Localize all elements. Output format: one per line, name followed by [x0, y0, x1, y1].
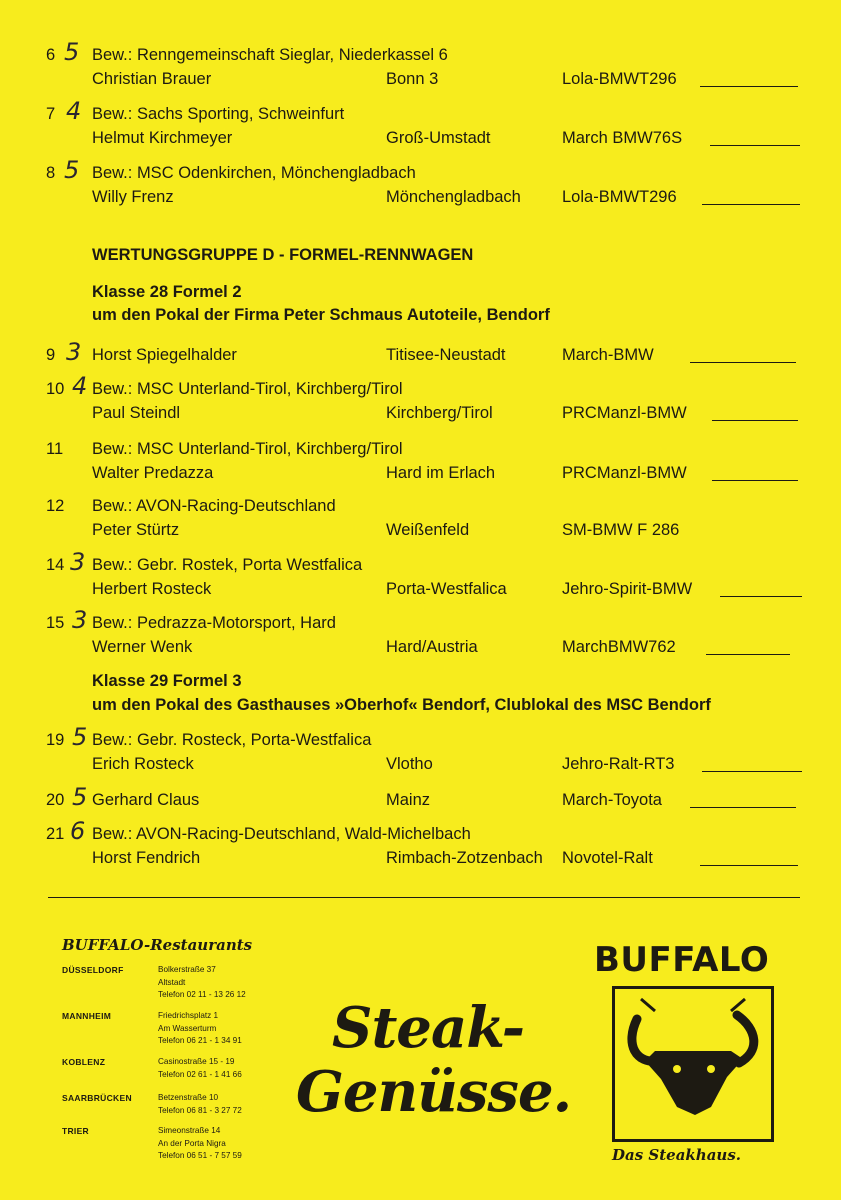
blank-line [700, 86, 798, 87]
driver-name: Horst Spiegelhalder [92, 346, 237, 364]
location-city: MANNHEIM [62, 1011, 112, 1021]
brand-name: BUFFALO [594, 940, 770, 980]
driver-name: Werner Wenk [92, 638, 193, 656]
driver-city: Hard/Austria [386, 638, 478, 656]
entry-14 [0, 548, 841, 610]
car-model: March BMW76S [562, 129, 683, 147]
car-model: PRCManzl-BMW [562, 404, 687, 422]
location-address: Friedrichsplatz 1 Am Wasserturm Telefon 06 21 - 1 34 91 [158, 1011, 242, 1045]
handwritten-mark: 4 [66, 97, 82, 125]
handwritten-mark: 3 [66, 338, 82, 366]
entrant-line: Bew.: Sachs Sporting, Schweinfurt [92, 105, 345, 123]
driver-name: Helmut Kirchmeyer [92, 129, 233, 147]
handwritten-mark: 6 [70, 817, 86, 845]
location-address: Bolkerstraße 37 Altstadt Telefon 02 11 - 13 26 12 [158, 965, 246, 999]
car-model: March-BMW [562, 346, 654, 364]
group-heading: WERTUNGSGRUPPE D - FORMEL-RENNWAGEN [92, 246, 474, 264]
entry-8 [0, 156, 841, 218]
driver-name: Erich Rosteck [92, 755, 194, 773]
handwritten-mark: 5 [64, 38, 80, 66]
entrant-line: Bew.: MSC Unterland-Tirol, Kirchberg/Tirol [92, 380, 403, 398]
driver-city: Porta-Westfalica [386, 580, 507, 598]
entry-number: 11 [46, 440, 64, 458]
blank-line [690, 807, 796, 808]
driver-name: Herbert Rosteck [92, 580, 212, 598]
car-model: Novotel-Ralt [562, 849, 653, 867]
buffalo-logo [612, 986, 774, 1142]
blank-line [712, 420, 798, 421]
entry-7 [0, 97, 841, 159]
driver-name: Peter Stürtz [92, 521, 180, 539]
entry-21 [0, 817, 841, 879]
location-address: Betzenstraße 10 Telefon 06 81 - 3 27 72 [158, 1093, 242, 1115]
blank-line [702, 771, 802, 772]
driver-city: Mönchengladbach [386, 188, 521, 206]
entrant-line: Bew.: Pedrazza-Motorsport, Hard [92, 614, 336, 632]
blank-line [706, 654, 790, 655]
location-city: SAARBRÜCKEN [62, 1093, 132, 1103]
car-model: Jehro-Ralt-RT3 [562, 755, 675, 773]
handwritten-mark: 4 [72, 372, 88, 400]
driver-name: Walter Predazza [92, 464, 214, 482]
blank-line [700, 865, 798, 866]
entry-number: 6 [46, 46, 56, 64]
entry-6 [0, 38, 841, 100]
car-model: Lola-BMWT296 [562, 188, 677, 206]
slogan: Das Steakhaus. [612, 1146, 742, 1164]
entry-number: 12 [46, 497, 65, 515]
driver-name: Paul Steindl [92, 404, 181, 422]
handwritten-mark: 3 [72, 606, 88, 634]
driver-city: Vlotho [386, 755, 433, 773]
entry-11 [0, 438, 841, 494]
entry-19 [0, 723, 841, 785]
class-28-subtitle: um den Pokal der Firma Peter Schmaus Autoteile, Bendorf [92, 306, 550, 324]
blank-line [690, 362, 796, 363]
entry-number: 10 [46, 380, 65, 398]
entrant-line: Bew.: Renngemeinschaft Sieglar, Niederkassel 6 [92, 46, 448, 64]
handwritten-mark: 5 [72, 783, 88, 811]
entry-10 [0, 372, 841, 434]
driver-name: Christian Brauer [92, 70, 212, 88]
driver-city: Hard im Erlach [386, 464, 496, 482]
entry-number: 14 [46, 556, 65, 574]
class-29-title: Klasse 29 Formel 3 [92, 672, 242, 690]
handwritten-mark: 5 [64, 156, 80, 184]
location-city: TRIER [62, 1126, 89, 1136]
entrant-line: Bew.: AVON-Racing-Deutschland, Wald-Michelbach [92, 825, 471, 843]
location-address: Simeonstraße 14 An der Porta Nigra Telefon 06 51 - 7 57 59 [158, 1126, 242, 1160]
blank-line [712, 480, 798, 481]
blank-line [720, 596, 802, 597]
driver-name: Gerhard Claus [92, 791, 200, 809]
entry-number: 9 [46, 346, 56, 364]
car-model: PRCManzl-BMW [562, 464, 687, 482]
entry-12 [0, 495, 841, 551]
driver-city: Groß-Umstadt [386, 129, 491, 147]
car-model: SM-BMW F 286 [562, 521, 680, 539]
driver-city: Kirchberg/Tirol [386, 404, 493, 422]
entrant-line: Bew.: AVON-Racing-Deutschland [92, 497, 336, 515]
entry-15 [0, 606, 841, 668]
driver-name: Willy Frenz [92, 188, 174, 206]
entrant-line: Bew.: Gebr. Rostek, Porta Westfalica [92, 556, 363, 574]
entrant-line: Bew.: MSC Odenkirchen, Mönchengladbach [92, 164, 416, 182]
car-model: Jehro-Spirit-BMW [562, 580, 693, 598]
entrant-line: Bew.: Gebr. Rosteck, Porta-Westfalica [92, 731, 372, 749]
class-29-subtitle: um den Pokal des Gasthauses »Oberhof« Bendorf, Clublokal des MSC Bendorf [92, 696, 711, 714]
handwritten-mark: 5 [72, 723, 88, 751]
entry-number: 15 [46, 614, 65, 632]
entry-number: 7 [46, 105, 56, 123]
blank-line [710, 145, 800, 146]
steak-headline-1: Steak- [332, 995, 524, 1061]
driver-city: Rimbach-Zotzenbach [386, 849, 543, 867]
entrant-line: Bew.: MSC Unterland-Tirol, Kirchberg/Tirol [92, 440, 403, 458]
entry-number: 20 [46, 791, 65, 809]
blank-line [702, 204, 800, 205]
steak-headline-2: Genüsse. [296, 1059, 572, 1125]
entry-number: 21 [46, 825, 65, 843]
entry-number: 19 [46, 731, 65, 749]
location-city: DÜSSELDORF [62, 965, 124, 975]
driver-city: Weißenfeld [386, 521, 470, 539]
location-address: Casinostraße 15 - 19 Telefon 02 61 - 1 41 66 [158, 1057, 242, 1079]
restaurants-title: BUFFALO-Restaurants [62, 936, 253, 954]
location-city: KOBLENZ [62, 1057, 106, 1067]
buffalo-head-icon [615, 989, 771, 1139]
car-model: MarchBMW762 [562, 638, 676, 656]
class-28-title: Klasse 28 Formel 2 [92, 283, 242, 301]
driver-city: Mainz [386, 791, 431, 809]
handwritten-mark: 3 [70, 548, 86, 576]
entry-number: 8 [46, 164, 56, 182]
driver-name: Horst Fendrich [92, 849, 201, 867]
driver-city: Titisee-Neustadt [386, 346, 506, 364]
section-divider [48, 897, 800, 898]
driver-city: Bonn 3 [386, 70, 439, 88]
car-model: March-Toyota [562, 791, 662, 809]
car-model: Lola-BMWT296 [562, 70, 677, 88]
